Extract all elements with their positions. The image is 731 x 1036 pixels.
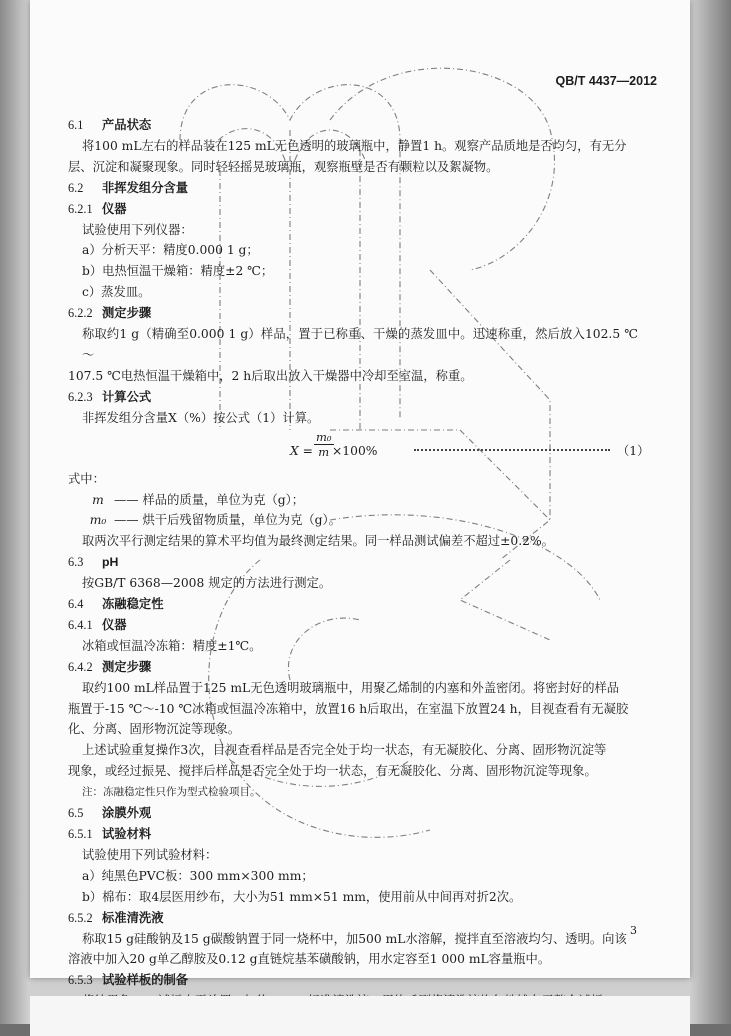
note-text: 注：冻融稳定性只作为型式检验项目。 (82, 786, 261, 799)
section-number: 6.3 (68, 555, 84, 570)
section-number: 6.2 (68, 180, 84, 195)
symbol-definition (68, 510, 638, 531)
list-item: b）棉布：取4层医用纱布，大小为51 mm×51 mm，使用前从中间再对折2次。 (82, 889, 522, 904)
list-item: a）纯黑色PVC板：300 mm×300 mm； (82, 868, 314, 883)
section-number: 6.2.3 (68, 389, 93, 404)
document-body (68, 115, 650, 1012)
section-title: 仪器 (102, 201, 127, 216)
page-number: 3 (630, 924, 637, 937)
paragraph-line: 试验使用下列仪器： (82, 222, 193, 237)
symbol-meaning: —— 烘干后残留物质量，单位为克（g）。 (114, 513, 341, 528)
symbol: m (92, 492, 104, 507)
list-item: a）分析天平：精度0.000 1 g； (82, 243, 259, 258)
section-title: 涂膜外观 (102, 806, 152, 821)
section-heading (68, 615, 638, 636)
section-number: 6.5.3 (68, 973, 93, 988)
section-number: 6.2.1 (68, 201, 93, 216)
paragraph-line: 现象，或经过振晃、搅拌后样品是否完全处于均一状态，有无凝胶化、分离、固形物沉淀等现象。 (68, 764, 597, 779)
paragraph-line: 瓶置于-15 ℃～-10 ℃冰箱或恒温冷冻箱中，放置16 h后取出，在室温下放置24 h，目视查看有无凝胶 (68, 701, 629, 716)
section-heading (68, 908, 638, 929)
symbol-meaning: —— 样品的质量，单位为克（g）； (114, 492, 305, 507)
section-heading (68, 657, 638, 678)
section-number: 6.5 (68, 806, 84, 821)
section-title: 计算公式 (102, 389, 152, 404)
paragraph-line: 取两次平行测定结果的算术平均值为最终测定结果。同一样品测试偏差不超过±0.2%。 (82, 534, 554, 549)
formula-number: （1） (617, 443, 650, 458)
paragraph-line: 称取15 g硅酸钠及15 g碳酸钠置于同一烧杯中，加500 mL水溶解，搅拌直至溶液均匀、透明。向该 (82, 931, 627, 946)
formula-leader-dots (414, 441, 610, 451)
section-number: 6.4.1 (68, 617, 93, 632)
section-heading (68, 387, 638, 408)
section-number: 6.5.2 (68, 910, 93, 925)
section-heading (68, 115, 638, 136)
list-item: b）电热恒温干燥箱：精度±2 ℃； (82, 264, 274, 279)
section-title: 产品状态 (102, 118, 152, 132)
section-heading (68, 552, 638, 573)
section-title: 仪器 (102, 617, 127, 632)
paragraph-line: 将100 mL左右的样品装在125 mL无色透明的玻璃瓶中，静置1 h。观察产品质地是否均匀，有无分 (82, 138, 627, 153)
list-item: c）蒸发皿。 (82, 285, 151, 300)
symbol: m₀ (89, 513, 107, 528)
section-heading (68, 803, 638, 824)
formula-fraction (314, 430, 334, 459)
paragraph-line: 称取约1 g（精确至0.000 1 g）样品，置于已称重、干燥的蒸发皿中。迅速称重，然后放入102.5 ℃～ (82, 327, 638, 362)
section-heading (68, 178, 638, 199)
paragraph-line: 上述试验重复操作3次，目视查看样品是否完全处于均一状态，有无凝胶化、分离、固形物沉淀等 (82, 743, 607, 758)
section-title: pH (102, 555, 119, 570)
paragraph-line: 按GB/T 6368—2008 规定的方法进行测定。 (82, 576, 332, 591)
section-number: 6.1 (68, 118, 84, 132)
paragraph-line: 式中： (68, 471, 105, 486)
symbol-definition (68, 490, 638, 511)
formula-denominator: m (318, 444, 330, 459)
section-heading (68, 199, 638, 220)
formula-numerator: m₀ (316, 429, 332, 444)
formula-rhs: ×100% (332, 443, 378, 458)
section-heading (68, 970, 638, 991)
section-title: 冻融稳定性 (102, 597, 164, 612)
formula-lhs: X = (290, 443, 313, 458)
paragraph-line: 取约100 mL样品置于125 mL无色透明玻璃瓶中，用聚乙烯制的内塞和外盖密闭。将密封好的样品 (82, 680, 620, 695)
section-title: 非挥发组分含量 (102, 180, 189, 195)
section-number: 6.4 (68, 597, 84, 612)
paragraph-line: 层、沉淀和凝聚现象。同时轻轻摇晃玻璃瓶，观察瓶壁是否有颗粒以及絮凝物。 (68, 159, 499, 174)
section-number: 6.4.2 (68, 659, 93, 674)
standard-code-header: QB/T 4437—2012 (555, 74, 657, 88)
paragraph-line: 冰箱或恒温冷冻箱：精度±1℃。 (82, 638, 262, 653)
section-title: 测定步骤 (102, 659, 152, 674)
section-heading (68, 594, 638, 615)
document-page (30, 0, 690, 988)
section-heading (68, 824, 638, 845)
next-page-edge (30, 996, 690, 1036)
section-title: 试验材料 (102, 827, 152, 841)
paragraph-line: 试验使用下列试验材料： (82, 847, 218, 862)
formula-1 (68, 429, 650, 469)
section-heading (68, 303, 638, 324)
section-number: 6.5.1 (68, 827, 93, 841)
paragraph-line: 化、分离、固形物沉淀等现象。 (68, 722, 241, 737)
paragraph-line: 溶液中加入20 g单乙醇胺及0.12 g直链烷基苯磺酸钠，用水定容至1 000 mL容量瓶中。 (68, 952, 551, 967)
section-title: 测定步骤 (102, 306, 152, 321)
paragraph-line: 非挥发组分含量X（%）按公式（1）计算。 (82, 410, 320, 425)
section-title: 标准清洗液 (102, 910, 164, 925)
paragraph-line: 107.5 ℃电热恒温干燥箱中，2 h后取出放入干燥器中冷却至室温，称重。 (68, 368, 473, 383)
section-title: 试验样板的制备 (102, 973, 189, 988)
section-number: 6.2.2 (68, 306, 93, 321)
